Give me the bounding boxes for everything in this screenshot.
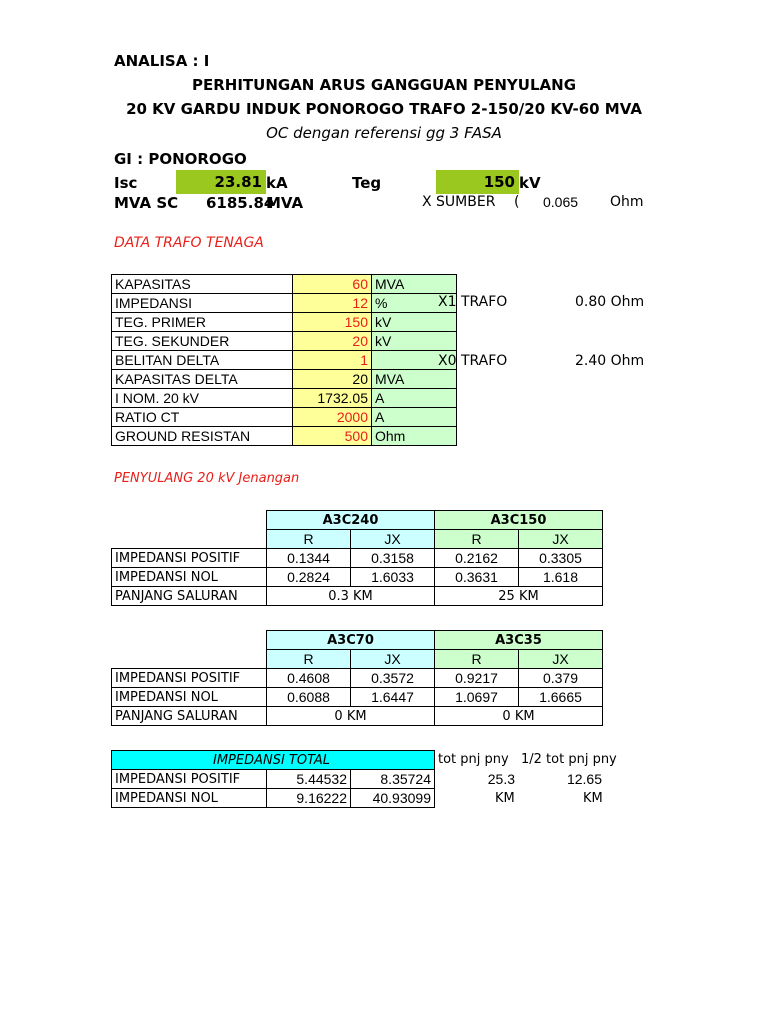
trafo-param-value: 20: [293, 332, 372, 351]
col-jx: JX: [519, 650, 603, 669]
trafo-param-label: TEG. PRIMER: [112, 313, 293, 332]
table-row: [112, 408, 457, 427]
teg-unit: kV: [519, 174, 541, 192]
conductor-header-a3c240: A3C240: [267, 511, 435, 530]
trafo-table: [111, 274, 457, 446]
trafo-param-label: BELITAN DELTA: [112, 351, 293, 370]
trafo-param-value: 60: [293, 275, 372, 294]
trafo-param-value: 1: [293, 351, 372, 370]
col-r: R: [267, 530, 351, 549]
page-title-2: 20 KV GARDU INDUK PONOROGO TRAFO 2-150/20 KV-60 MVA: [126, 100, 642, 118]
trafo-param-unit: kV: [372, 313, 457, 332]
table-cell: 0.3572: [351, 669, 435, 688]
table-row: [112, 568, 603, 587]
page-subtitle: OC dengan referensi gg 3 FASA: [266, 124, 502, 142]
table-row: [112, 669, 603, 688]
table-cell: 1.6033: [351, 568, 435, 587]
trafo-param-label: IMPEDANSI: [112, 294, 293, 313]
trafo-param-value: 1732.05: [293, 389, 372, 408]
feeder-section-title: PENYULANG 20 kV Jenangan: [114, 471, 300, 486]
table-cell: 0.6088: [267, 688, 351, 707]
analisa-label: ANALISA : I: [114, 52, 210, 70]
trafo-param-value: 20: [293, 370, 372, 389]
trafo-param-label: TEG. SEKUNDER: [112, 332, 293, 351]
trafo-param-label: RATIO CT: [112, 408, 293, 427]
table-cell: 0 KM: [267, 707, 435, 726]
row-label: IMPEDANSI POSITIF: [112, 549, 267, 568]
tot-pnj-pny-label: tot pnj pny: [438, 752, 509, 767]
conductor-header-a3c70: A3C70: [267, 631, 435, 650]
table-cell: 5.44532: [267, 770, 351, 789]
table-row: [112, 313, 457, 332]
x0-trafo-label: X0 TRAFO: [438, 353, 508, 369]
trafo-param-unit: Ohm: [372, 427, 457, 446]
table-cell: 0.9217: [435, 669, 519, 688]
row-label: PANJANG SALURAN: [112, 587, 267, 606]
total-impedance-header-text: IMPEDANSI TOTAL: [212, 752, 330, 768]
row-label: IMPEDANSI POSITIF: [112, 770, 267, 789]
col-jx: JX: [351, 650, 435, 669]
trafo-param-value: 2000: [293, 408, 372, 427]
xsumber-value: 0.065: [543, 194, 579, 210]
row-label: PANJANG SALURAN: [112, 707, 267, 726]
isc-unit: kA: [266, 174, 288, 192]
table-cell: 0.3305: [519, 549, 603, 568]
row-label: IMPEDANSI POSITIF: [112, 669, 267, 688]
mvasc-unit: MVA: [266, 194, 304, 212]
col-jx: JX: [519, 530, 603, 549]
row-label: IMPEDANSI NOL: [112, 688, 267, 707]
table-row: [112, 351, 457, 370]
conductor-header-a3c150: A3C150: [435, 511, 603, 530]
row-label: IMPEDANSI NOL: [112, 568, 267, 587]
table-row: [112, 789, 435, 808]
x1-trafo-label: X1 TRAFO: [438, 294, 508, 310]
col-r: R: [267, 650, 351, 669]
trafo-param-unit: A: [372, 408, 457, 427]
table-row: [112, 707, 603, 726]
table-cell: 9.16222: [267, 789, 351, 808]
table-cell: 0.3 KM: [267, 587, 435, 606]
isc-label: Isc: [114, 174, 138, 192]
trafo-section-title: DATA TRAFO TENAGA: [114, 235, 264, 251]
table-row: [112, 770, 435, 789]
teg-value: 150: [436, 170, 519, 194]
table-cell: 25 KM: [435, 587, 603, 606]
table-cell: 0.2824: [267, 568, 351, 587]
mvasc-value: 6185.84: [206, 194, 275, 212]
table-cell: 1.6665: [519, 688, 603, 707]
table-cell: 0.3631: [435, 568, 519, 587]
table-cell: 1.618: [519, 568, 603, 587]
trafo-param-label: I NOM. 20 kV: [112, 389, 293, 408]
table-row: [112, 294, 457, 313]
trafo-param-label: KAPASITAS DELTA: [112, 370, 293, 389]
col-r: R: [435, 530, 519, 549]
table-cell: 0.2162: [435, 549, 519, 568]
xsumber-cut: (: [514, 194, 520, 210]
xsumber-label: X SUMBER: [422, 194, 496, 210]
table-cell: 0.4608: [267, 669, 351, 688]
xsumber-unit: Ohm: [610, 194, 644, 210]
row-label: IMPEDANSI NOL: [112, 789, 267, 808]
table-cell: 0 KM: [435, 707, 603, 726]
trafo-param-label: KAPASITAS: [112, 275, 293, 294]
page-title: PERHITUNGAN ARUS GANGGUAN PENYULANG: [191, 76, 577, 94]
half-tot-pnj-pny-value: 12.65: [566, 771, 602, 787]
conductor-header-a3c35: A3C35: [435, 631, 603, 650]
x0-trafo-value: 2.40 Ohm: [575, 353, 645, 369]
table-row: [112, 549, 603, 568]
mvasc-label: MVA SC: [114, 194, 179, 212]
teg-label: Teg: [352, 174, 382, 192]
gi-label: GI : PONOROGO: [114, 150, 247, 168]
trafo-param-unit: MVA: [372, 370, 457, 389]
table-cell: 40.93099: [351, 789, 435, 808]
x1-trafo-value: 0.80 Ohm: [575, 294, 645, 310]
table-cell: 8.35724: [351, 770, 435, 789]
trafo-param-label: GROUND RESISTAN: [112, 427, 293, 446]
table-row: [112, 275, 457, 294]
table-cell: 1.0697: [435, 688, 519, 707]
table-row: [112, 688, 603, 707]
trafo-param-unit: kV: [372, 332, 457, 351]
tot-pnj-pny-unit: KM: [495, 791, 515, 806]
trafo-param-value: 500: [293, 427, 372, 446]
table-cell: 0.379: [519, 669, 603, 688]
feeder-table-2: [111, 630, 603, 726]
table-row: [112, 370, 457, 389]
isc-value: 23.81: [176, 170, 266, 194]
col-r: R: [435, 650, 519, 669]
table-cell: 1.6447: [351, 688, 435, 707]
col-jx: JX: [351, 530, 435, 549]
trafo-param-unit: %: [372, 294, 457, 313]
total-impedance-table: [111, 750, 435, 808]
table-row: [112, 427, 457, 446]
table-row: [112, 389, 457, 408]
half-tot-pnj-pny-label: 1/2 tot pnj pny: [521, 752, 617, 767]
table-row: [112, 587, 603, 606]
table-row: [112, 332, 457, 351]
total-impedance-header: [112, 751, 435, 770]
tot-pnj-pny-value: 25.3: [487, 771, 515, 787]
feeder-table-1: [111, 510, 603, 606]
table-cell: 0.3158: [351, 549, 435, 568]
table-cell: 0.1344: [267, 549, 351, 568]
trafo-param-value: 150: [293, 313, 372, 332]
trafo-param-unit: A: [372, 389, 457, 408]
half-tot-pnj-pny-unit: KM: [583, 791, 603, 806]
trafo-param-value: 12: [293, 294, 372, 313]
trafo-param-unit: MVA: [372, 275, 457, 294]
